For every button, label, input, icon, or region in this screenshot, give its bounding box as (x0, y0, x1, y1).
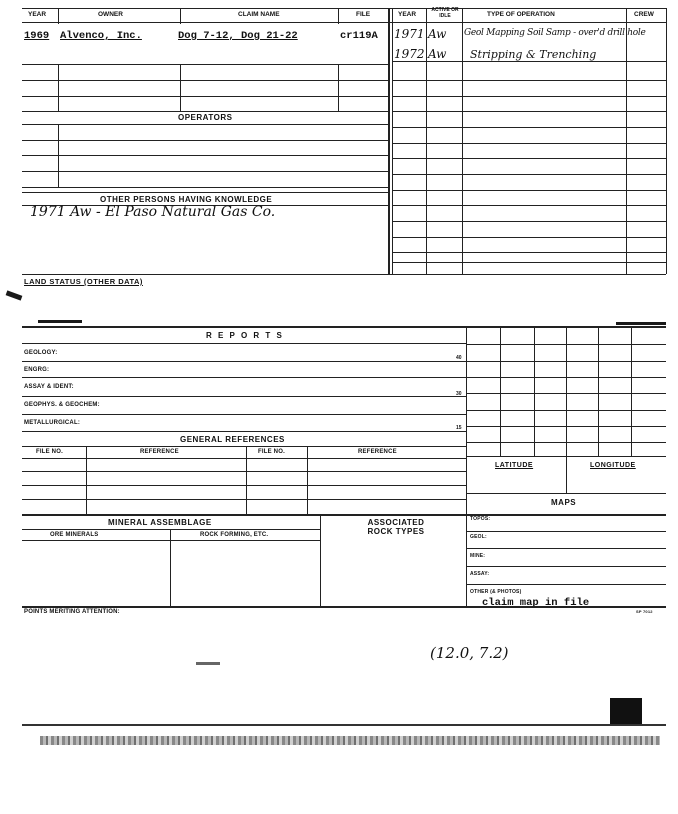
other-persons-entry: 1971 Aw - El Paso Natural Gas Co. (30, 204, 276, 220)
operation-year-1: 1971 (394, 27, 425, 41)
associated-rock-types: ASSOCIATED ROCK TYPES (367, 518, 425, 536)
scan-mark (6, 290, 23, 300)
header-claim-name: CLAIM NAME (238, 11, 280, 18)
file-number: cr119A (340, 30, 378, 42)
mineral-assemblage-title: MINERAL ASSEMBLAGE (108, 518, 212, 527)
operators-title: OPERATORS (178, 113, 233, 122)
points-meriting-attention: POINTS MERITING ATTENTION: (24, 609, 120, 615)
scan-noise-strip (40, 736, 660, 745)
longitude-label: LONGITUDE (590, 462, 636, 469)
general-references-title: GENERAL REFERENCES (180, 435, 285, 444)
operation-type-1: Geol Mapping Soil Samp - over'd drill hole (464, 28, 646, 38)
owner-year: 1969 (24, 30, 50, 42)
scan-dark-block (610, 698, 642, 724)
report-engrg: ENGRG: (24, 367, 50, 373)
operation-year-2: 1972 (394, 47, 425, 61)
maps-assay: ASSAY: (470, 571, 490, 577)
header-crew: CREW (634, 11, 654, 18)
maps-other: OTHER (& PHOTOS) (470, 589, 522, 595)
land-status-label: LAND STATUS (OTHER DATA) (24, 277, 143, 286)
report-assay: ASSAY & IDENT: (24, 384, 74, 390)
reports-title: R E P O R T S (206, 331, 284, 340)
header-type-operation: TYPE OF OPERATION (487, 11, 555, 18)
operation-status-2: Aw (428, 47, 447, 61)
maps-geol: GEOL: (470, 534, 487, 540)
reports-right-divider (466, 328, 467, 606)
maps-topos: TOPOS: (470, 516, 491, 522)
maps-title: MAPS (551, 498, 577, 507)
latitude-label: LATITUDE (495, 462, 534, 469)
other-persons-title: OTHER PERSONS HAVING KNOWLEDGE (100, 195, 273, 204)
header-underline (22, 22, 666, 23)
report-metallurgical: METALLURGICAL: (24, 420, 81, 426)
header-file: FILE (356, 11, 371, 18)
report-geophys: GEOPHYS. & GEOCHEM: (24, 402, 100, 408)
operation-type-2: Stripping & Trenching (470, 48, 597, 61)
coordinate-note: (12.0, 7.2) (430, 644, 509, 662)
maps-other-entry: claim map in file (482, 597, 590, 609)
operation-status-1: Aw (428, 27, 447, 41)
owner-name: Alvenco, Inc. (60, 30, 142, 42)
header-year-2: YEAR (398, 11, 417, 18)
header-active-idle: ACTIVE OR IDLE (431, 7, 459, 19)
maps-mine: MINE: (470, 553, 486, 559)
top-border (22, 8, 666, 9)
claim-name: Dog 7-12, Dog 21-22 (178, 30, 298, 42)
report-geology: GEOLOGY: (24, 350, 58, 356)
header-owner: OWNER (98, 11, 123, 18)
form-number: SP 7012 (636, 609, 653, 614)
middle-divider (388, 8, 390, 274)
header-year: YEAR (28, 11, 47, 18)
